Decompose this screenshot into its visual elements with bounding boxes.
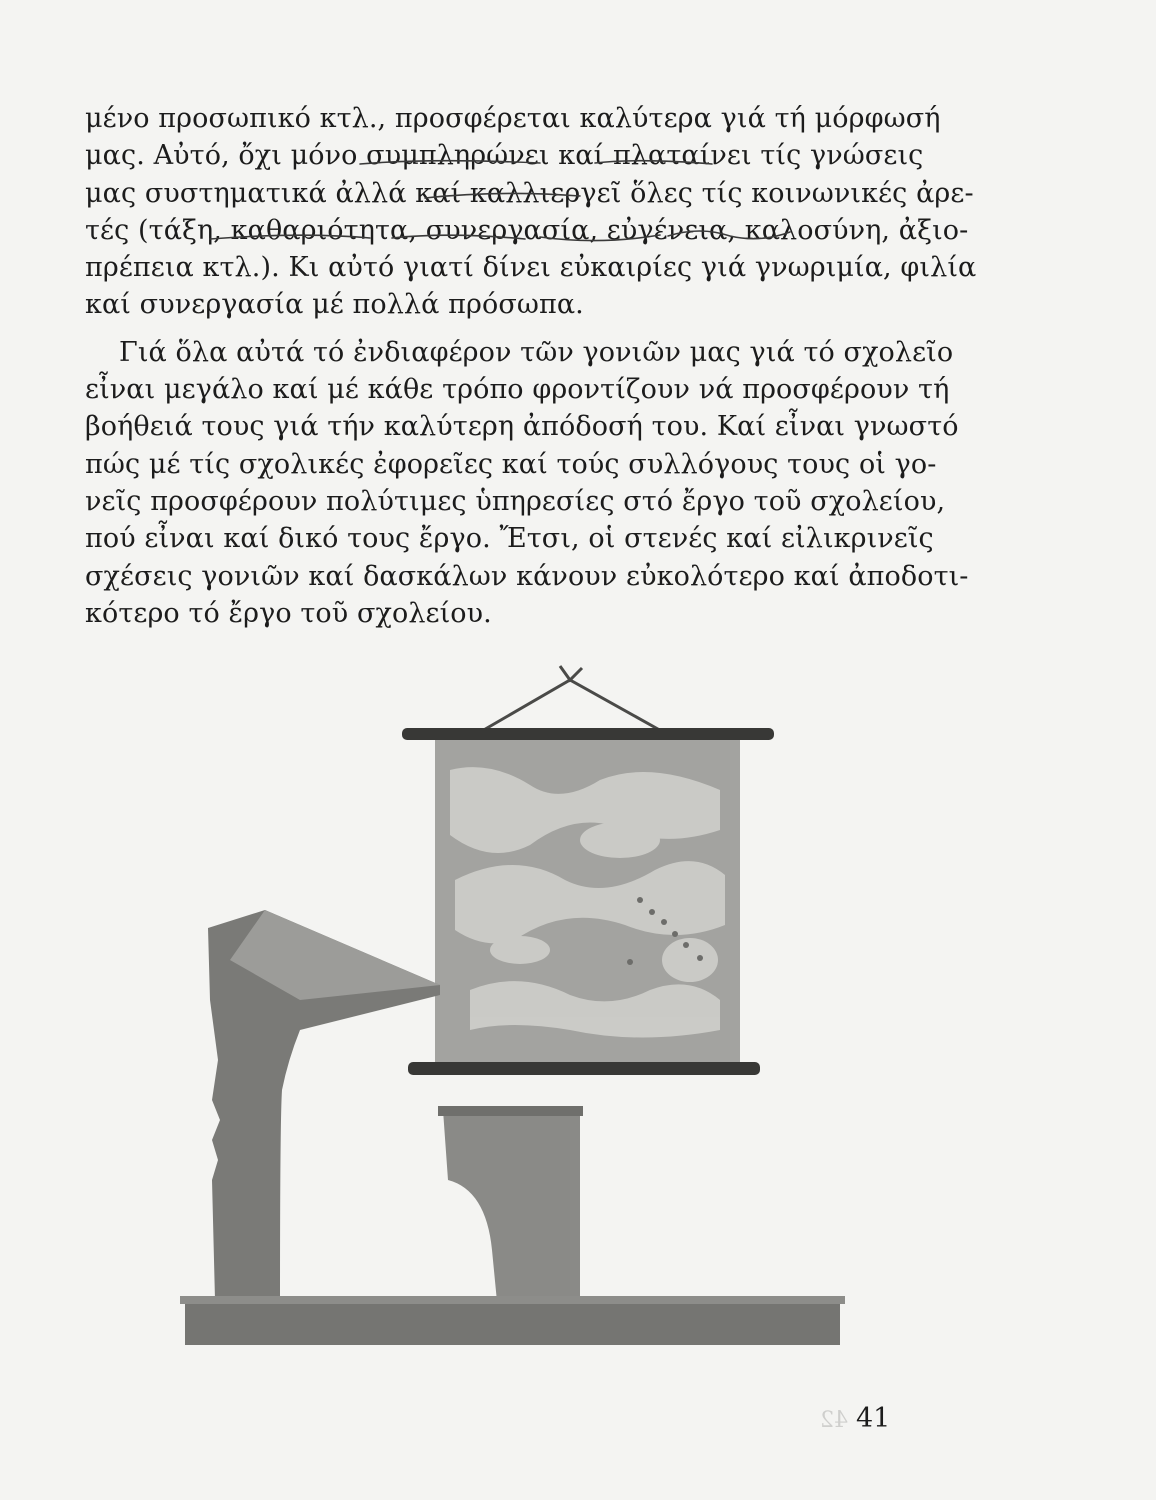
lectern — [208, 910, 440, 1300]
page-number: 41 — [856, 1403, 891, 1434]
text-line: πού εἶναι καί δικό τους ἔργο. Ἔτσι, οἱ στενές καί εἰλικρινεῖς — [85, 523, 934, 555]
text-line: τές (τάξη, καθαριότητα, συνεργασία, εὐγένεια, καλοσύνη, ἀξιο- — [85, 214, 969, 246]
text-line: βοήθειά τους γιά τήν καλύτερη ἀπόδοσή του. Καί εἶναι γνωστό — [85, 411, 959, 443]
text-line: σχέσεις γονιῶν καί δασκάλων κάνουν εὐκολότερο καί ἀποδοτι- — [85, 560, 969, 592]
text-line: μένο προσωπικό κτλ., προσφέρεται καλύτερα γιά τή μόρφωσή — [85, 103, 941, 134]
map-top-rod — [402, 728, 774, 740]
text-line: πρέπεια κτλ.). Κι αὐτό γιατί δίνει εὐκαιρίες γιά γνωριμία, φιλία — [85, 252, 977, 284]
text-line: πώς μέ τίς σχολικές ἐφορεῖες καί τούς συλλόγους τους οἱ γο- — [85, 448, 937, 480]
text-line: μας συστηματικά ἀλλά καί καλλιεργεῖ ὅλες τίς κοινωνικές ἀρε- — [85, 177, 974, 209]
text-line: καί συνεργασία μέ πολλά πρόσωπα. — [85, 289, 584, 321]
map-hanger — [475, 666, 665, 735]
text-line: μας. Αὐτό, ὄχι μόνο συμπληρώνει καί πλαταίνει τίς γνώσεις — [85, 140, 924, 172]
text-line: εἶναι μεγάλο καί μέ κάθε τρόπο φροντίζουν νά προσφέρουν τή — [85, 374, 950, 406]
platform — [180, 1296, 845, 1345]
small-desk — [438, 1106, 583, 1312]
text-line: Γιά ὅλα αὐτά τό ἐνδιαφέρον τῶν γονιῶν μας γιά τό σχολεῖο — [119, 336, 954, 368]
text-line: κότερο τό ἔργο τοῦ σχολείου. — [85, 597, 492, 629]
bleed-through-page-number: 42 — [820, 1408, 848, 1433]
map-bottom-rod — [408, 1062, 760, 1075]
text-line: νεῖς προσφέρουν πολύτιμες ὑπηρεσίες στό ἔργο τοῦ σχολείου, — [85, 485, 946, 517]
